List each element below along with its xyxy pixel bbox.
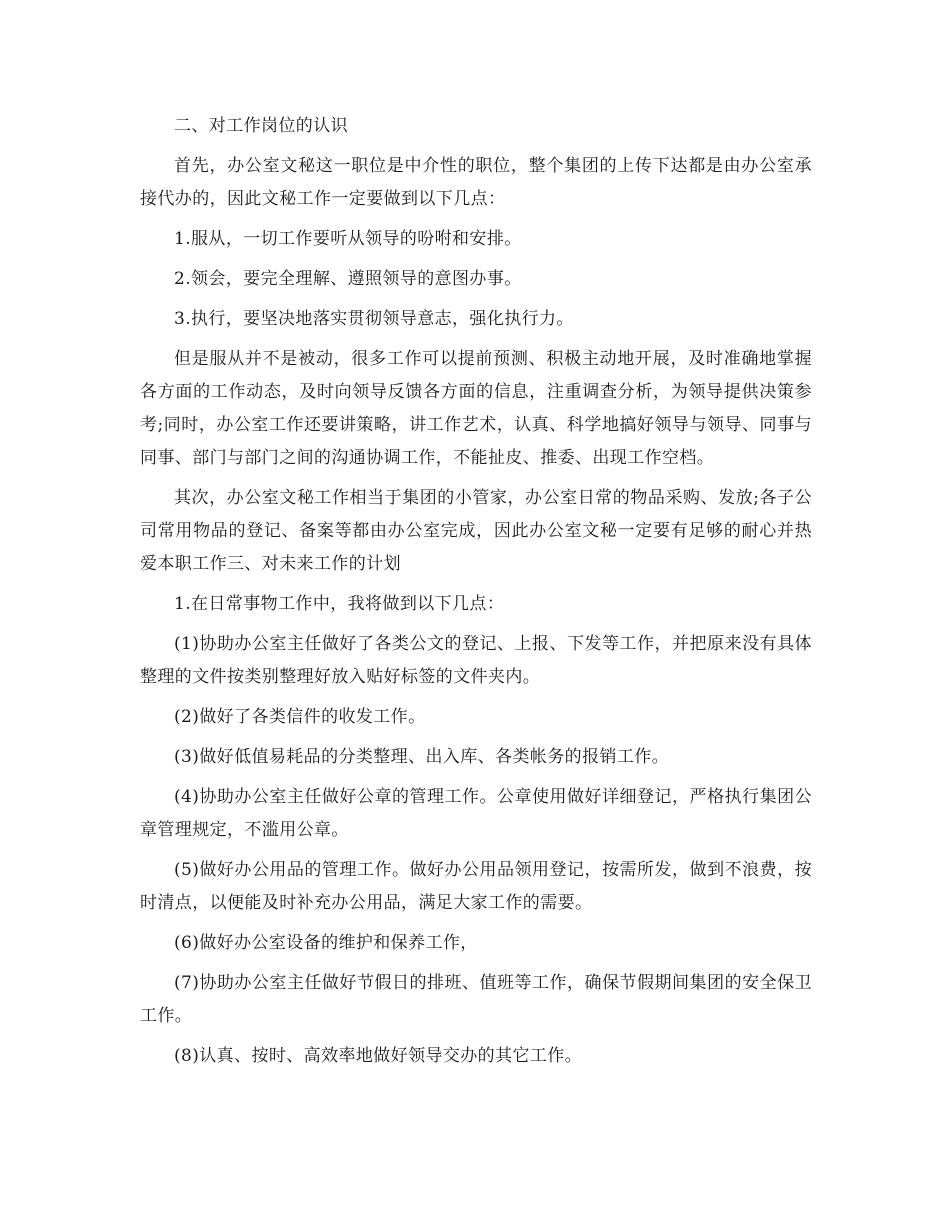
plan-item-2: (2)做好了各类信件的收发工作。 [174, 707, 426, 727]
plan-item-8: (8)认真、按时、高效率地做好领导交办的其它工作。 [174, 1046, 583, 1066]
paragraph-proactive: 但是服从并不是被动，很多工作可以提前预测、积极主动地开展，及时准确地掌握各方面的工作动态，及时向领导反馈各方面的信息，注重调查分析，为领导提供决策参考;同时，办公室工作还要讲策略，讲工作艺术，认真、科学地搞好领导与领导、同事与同事、部门与部门之间的沟通协调工作，不能扯皮、推委、出现工作空档。 [140, 349, 812, 468]
plan-item-4: (4)协助办公室主任做好公章的管理工作。公章使用做好详细登记，严格执行集团公章管理规定，不滥用公章。 [140, 787, 812, 840]
list-item-understand: 2.领会，要完全理解、遵照领导的意图办事。 [174, 269, 522, 289]
section-heading: 二、对工作岗位的认识 [174, 116, 348, 136]
plan-item-5: (5)做好办公用品的管理工作。做好办公用品领用登记，按需所发，做到不浪费，按时清点，以便能及时补充办公用品，满足大家工作的需要。 [140, 860, 812, 913]
plan-item-1: (1)协助办公室主任做好了各类公文的登记、上报、下发等工作，并把原来没有具体整理的文件按类别整理好放入贴好标签的文件夹内。 [140, 634, 812, 687]
list-item-obey: 1.服从，一切工作要听从领导的吩咐和安排。 [174, 229, 522, 249]
plan-item-3: (3)做好低值易耗品的分类整理、出入库、各类帐务的报销工作。 [174, 747, 670, 767]
plan-item-7: (7)协助办公室主任做好节假日的排班、值班等工作，确保节假期间集团的安全保卫工作。 [140, 973, 812, 1026]
list-item-execute: 3.执行，要坚决地落实贯彻领导意志，强化执行力。 [174, 309, 574, 329]
document-page [140, 110, 812, 1080]
plan-heading: 1.在日常事物工作中，我将做到以下几点： [174, 594, 505, 614]
plan-item-6: (6)做好办公室设备的维护和保养工作， [174, 933, 478, 953]
paragraph-intro: 首先，办公室文秘这一职位是中介性的职位，整个集团的上传下达都是由办公室承接代办的，因此文秘工作一定要做到以下几点： [140, 156, 812, 209]
paragraph-housekeeper: 其次，办公室文秘工作相当于集团的小管家，办公室日常的物品采购、发放;各子公司常用物品的登记、备案等都由办公室完成，因此办公室文秘一定要有足够的耐心并热爱本职工作三、对未来工作的计划 [140, 488, 812, 574]
